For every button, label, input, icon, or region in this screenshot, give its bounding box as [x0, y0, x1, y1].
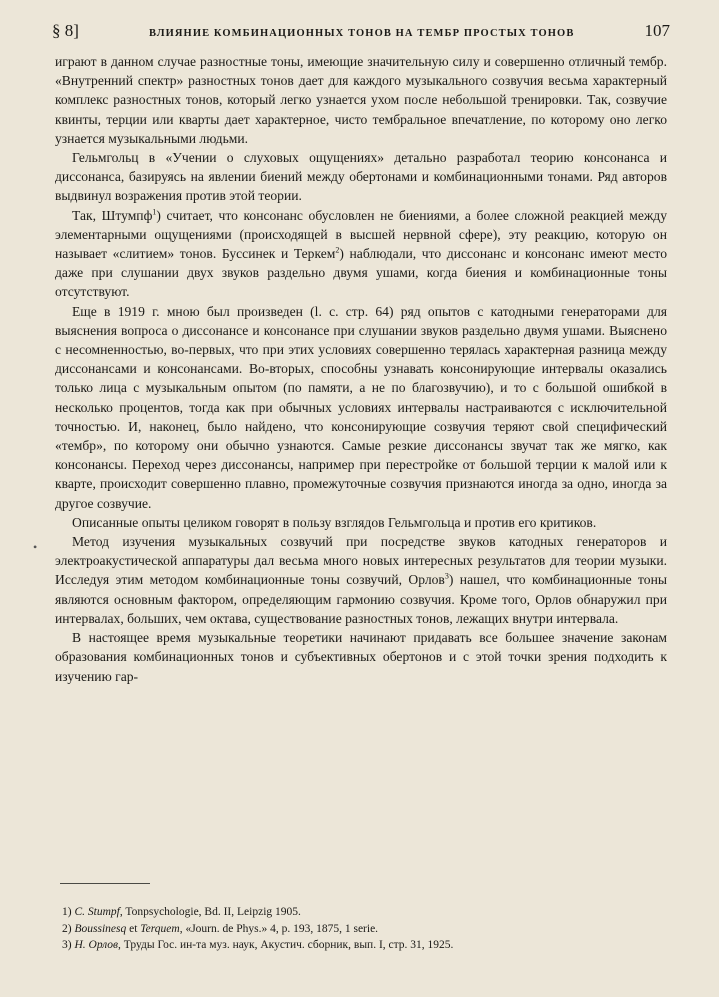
footnotes [62, 904, 667, 954]
footnote: 3) Н. Орлов, Труды Гос. ин-та муз. наук, Акустич. сборник, вып. I, стр. 31, 1925. [62, 939, 454, 951]
section-number: § 8] [52, 21, 79, 40]
paragraph: Описанные опыты целиком говорят в пользу взглядов Гельмгольца и против его критиков. [72, 514, 597, 530]
body-text [55, 52, 667, 686]
footnote-divider [60, 883, 150, 884]
footnote: 1) C. Stumpf, Tonpsychologie, Bd. II, Leipzig 1905. [62, 906, 301, 918]
paragraph: Еще в 1919 г. мною был произведен (l. c. стр. 64) ряд опытов с катодными генераторами для выяснения вопроса о диссонансе и консонансе при слушании звуков раздельно двумя ушами. Выяснено с несомненностью, во-первых, что при этих условиях совершенно терялась характерная разница между диссонансами и консонансами. Во-вторых, способны узнавать консонирующие интервалы оказались только лица с музыкальным опытом (по памяти, а не по благозвучию), и то с большой ошибкой в несколько процентов, тогда как при обычных условиях интервалы настраиваются с исключительной точностью. И, наконец, было найдено, что консонирующие созвучия теряют свой специфический «тембр», по которому они обычно узнаются. Самые резкие диссонансы звучат так же мягко, как консонансы. Переход через диссонансы, например при перестройке от большой терции к малой или к кварте, происходит совершенно плавно, промежуточные созвучия признаются иногда за одно, иногда за другое созвучие. [55, 303, 667, 511]
paragraph: В настоящее время музыкальные теоретики начинают придавать все большее значение законам образования комбинационных тонов и субъективных обертонов и с этой точки зрения подходить к изучению гар- [55, 630, 667, 684]
footnote-ref: 3 [444, 571, 449, 581]
paragraph: Так, Штумпф$^1$) считает, что консонанс обусловлен не биениями, а более сложной реакцией между элементарными ощущениями (происходящей в высшей нервной сфере), эту реакцию, которую он называет «слитием» тонов. Буссинек и Теркем$^2$) наблюдали, что диссонанс и консонанс имеют место даже при слушании двух звуков раздельно двумя ушами, когда биения и комбинационные тоны отсутствуют. [55, 207, 667, 300]
margin-mark: • [33, 540, 38, 554]
paragraph: Гельмгольц в «Учении о слуховых ощущениях» детально разработал теорию консонанса и диссонанса, базируясь на явлении биений между обертонами и комбинационными тонами. Ряд авторов выдвинул возражения против этой теории. [55, 150, 667, 204]
running-title: ВЛИЯНИЕ КОМБИНАЦИОННЫХ ТОНОВ НА ТЕМБР ПРОСТЫХ ТОНОВ [148, 28, 575, 39]
footnote: 2) Boussinesq et Terquem, «Journ. de Phys.» 4, p. 193, 1875, 1 serie. [62, 922, 379, 935]
footnote-ref: 2 [335, 245, 340, 255]
running-header [52, 21, 670, 43]
paragraph: играют в данном случае разностные тоны, имеющие значительную силу и совершенно отличный тембр. «Внутренний спектр» разностных тонов дает для каждого музыкального созвучия весьма характерный комплекс разностных тонов, который легко узнается ухом после небольшой тренировки. Так, созвучие квинты, терции или кварты дает характерное, чисто тембральное впечатление, по которому оно легко узнается музыкальными людьми. [55, 54, 667, 146]
footnote-ref: 1 [152, 207, 157, 217]
page-number: 107 [644, 21, 670, 40]
paragraph: Метод изучения музыкальных созвучий при посредстве звуков катодных генераторов и электроакустической аппаратуры дал весьма много новых интересных результатов для теории музыки. Исследуя этим методом комбинационные тоны созвучий, Орлов$^3$) нашел, что комбинационные тоны являются основным фактором, определяющим гармонию созвучия. Кроме того, Орлов обнаружил при интервалах, больших, чем октава, существование разностных тонов, лежащих внутри интервала. [55, 534, 667, 626]
